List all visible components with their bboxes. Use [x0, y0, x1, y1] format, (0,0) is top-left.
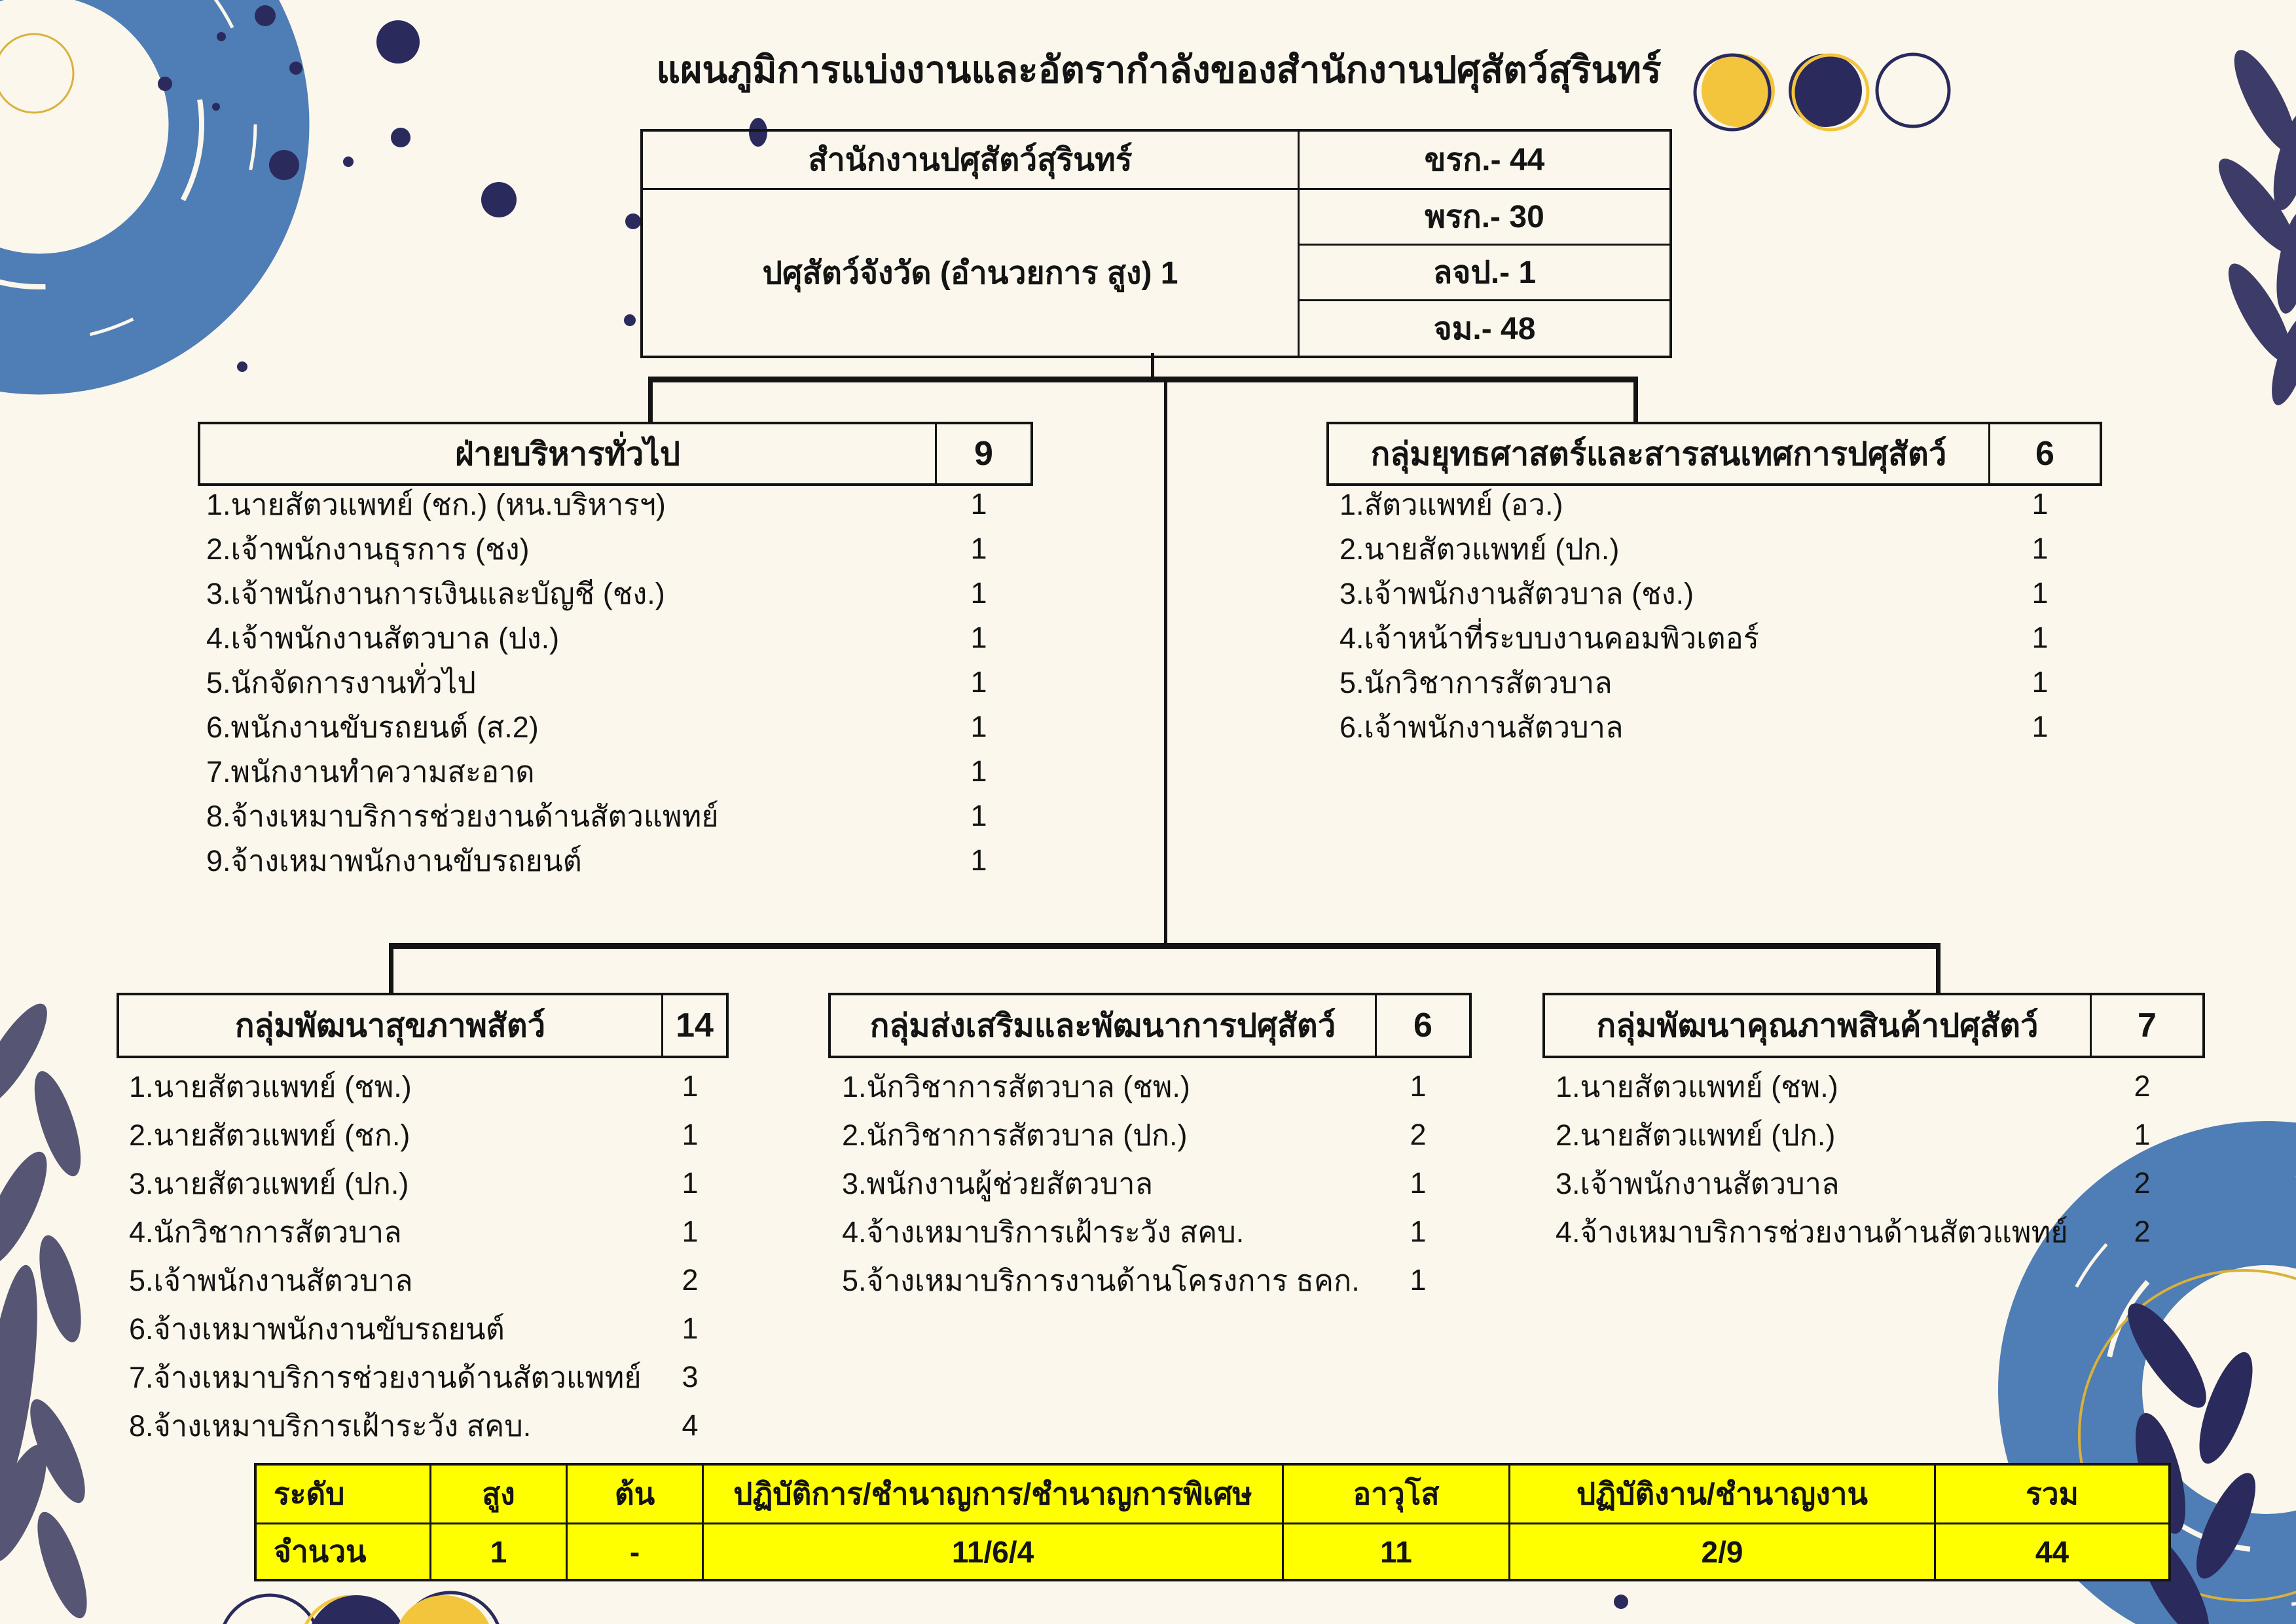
- unit-title: กลุ่มพัฒนาสุขภาพสัตว์: [119, 995, 663, 1056]
- staff-row: [1556, 1111, 2200, 1159]
- staff-label: 6.จ้างเหมาพนักงานขับรถยนต์: [129, 1312, 505, 1346]
- connector-level3-horizontal: [389, 943, 1941, 949]
- staff-row: [1339, 660, 2097, 705]
- staff-count: 1: [682, 1215, 699, 1248]
- summary-header-cell: ปฏิบัติงาน/ชำนาญงาน: [1508, 1466, 1934, 1522]
- staff-label: 4.จ้างเหมาบริการเฝ้าระวัง สคบ.: [842, 1215, 1245, 1249]
- summary-value-cell: จำนวน: [257, 1522, 429, 1579]
- staff-list-product-quality: [1556, 1062, 2200, 1256]
- staff-count: 1: [970, 487, 987, 521]
- staff-row: [129, 1353, 723, 1401]
- staff-row: [1339, 616, 2097, 660]
- summary-value-cell: 44: [1934, 1522, 2168, 1579]
- staff-label: 5.นักจัดการงานทั่วไป: [206, 666, 476, 699]
- summary-value-cell: 11/6/4: [702, 1522, 1282, 1579]
- staff-row: [1339, 482, 2097, 526]
- staff-count: 1: [1410, 1263, 1427, 1297]
- connector-level3-left-drop: [389, 943, 393, 995]
- org-box-general-admin: [198, 422, 1033, 486]
- staff-label: 8.จ้างเหมาบริการช่วยงานด้านสัตวแพทย์: [206, 800, 719, 833]
- unit-title: กลุ่มพัฒนาคุณภาพสินค้าปศุสัตว์: [1545, 995, 2092, 1056]
- staff-label: 5.นักวิชาการสัตวบาล: [1339, 666, 1613, 699]
- staff-row: [1556, 1159, 2200, 1208]
- staff-label: 5.จ้างเหมาบริการงานด้านโครงการ ธคก.: [842, 1264, 1360, 1297]
- staff-count: 1: [2032, 710, 2049, 743]
- staff-count: 2: [2134, 1215, 2151, 1248]
- connector-level2-left-drop: [648, 377, 653, 424]
- staff-label: 2.นายสัตวแพทย์ (ปก.): [1339, 532, 1620, 566]
- staff-label: 7.จ้างเหมาบริการช่วยงานด้านสัตวแพทย์: [129, 1361, 642, 1394]
- staff-row: [206, 838, 1028, 883]
- staff-count: 1: [682, 1069, 699, 1103]
- staff-label: 3.พนักงานผู้ช่วยสัตวบาล: [842, 1167, 1154, 1200]
- connector-level2-horizontal: [648, 377, 1638, 382]
- staff-count: 1: [682, 1166, 699, 1200]
- staff-count: 2: [2134, 1069, 2151, 1103]
- staff-list-strategy-information: [1339, 482, 2097, 749]
- org-box-root: [640, 129, 1672, 358]
- stat-gov-employees: พรก.- 30: [1298, 188, 1669, 244]
- staff-count: 1: [1410, 1166, 1427, 1200]
- staff-row: [129, 1159, 723, 1208]
- staff-count: 1: [970, 710, 987, 743]
- summary-value-cell: -: [566, 1522, 702, 1579]
- staff-count: 1: [970, 754, 987, 788]
- staff-label: 1.นายสัตวแพทย์ (ชพ.): [129, 1070, 412, 1103]
- staff-label: 1.สัตวแพทย์ (อว.): [1339, 488, 1563, 521]
- summary-header-cell: สูง: [429, 1466, 566, 1522]
- staff-label: 2.เจ้าพนักงานธุรการ (ชง): [206, 532, 530, 566]
- staff-count: 1: [2134, 1118, 2151, 1151]
- outline-circle-icon: [220, 1595, 319, 1624]
- summary-value-cell: 11: [1282, 1522, 1508, 1579]
- summary-header-cell: ต้น: [566, 1466, 702, 1522]
- page-title: แผนภูมิการแบ่งงานและอัตรากำลังของสำนักงานปศุสัตว์สุรินทร์: [656, 49, 1662, 91]
- staff-label: 5.เจ้าพนักงานสัตวบาล: [129, 1264, 413, 1297]
- staff-row: [206, 705, 1028, 749]
- connector-level3-right-drop: [1936, 943, 1941, 995]
- stat-hired-workers: จม.- 48: [1298, 299, 1669, 356]
- org-box-animal-health: [117, 993, 729, 1058]
- office-name: สำนักงานปศุสัตว์สุรินทร์: [808, 143, 1133, 177]
- summary-header-cell: ระดับ: [274, 1477, 345, 1511]
- staff-label: 1.นายสัตวแพทย์ (ชพ.): [1556, 1070, 1838, 1103]
- staff-label: 2.นายสัตวแพทย์ (ปก.): [1556, 1118, 1836, 1152]
- unit-title: กลุ่มยุทธศาสตร์และสารสนเทศการปศุสัตว์: [1329, 424, 1990, 483]
- staff-label: 2.นายสัตวแพทย์ (ชก.): [129, 1118, 410, 1152]
- staff-row: [206, 660, 1028, 705]
- head-position: ปศุสัตว์จังวัด (อำนวยการ สูง) 1: [643, 188, 1298, 356]
- staff-count: 3: [682, 1360, 699, 1393]
- staff-count: 4: [682, 1409, 699, 1442]
- circle-trio-bottom-left-icon: [220, 1593, 501, 1624]
- staff-label: 8.จ้างเหมาบริการเฝ้าระวัง สคบ.: [129, 1409, 532, 1443]
- summary-value-cell: 1: [429, 1522, 566, 1579]
- staff-label: 4.เจ้าพนักงานสัตวบาล (ปง.): [206, 621, 560, 655]
- staff-label: 6.เจ้าพนักงานสัตวบาล: [1339, 710, 1624, 744]
- leaf-cluster-top-right-icon: [2208, 43, 2296, 409]
- staff-count: 1: [2032, 532, 2049, 565]
- unit-title: กลุ่มส่งเสริมและพัฒนาการปศุสัตว์: [831, 995, 1377, 1056]
- staff-label: 3.เจ้าพนักงานสัตวบาล (ชง.): [1339, 577, 1694, 610]
- staff-row: [1339, 526, 2097, 571]
- staff-count: 1: [682, 1312, 699, 1345]
- staff-label: 3.เจ้าพนักงานสัตวบาล: [1556, 1167, 1840, 1200]
- summary-header-cell: รวม: [1934, 1466, 2168, 1522]
- staff-count: 1: [2032, 487, 2049, 521]
- unit-count: 7: [2138, 1006, 2157, 1044]
- staff-row: [1339, 705, 2097, 749]
- staff-row: [842, 1111, 1467, 1159]
- staff-list-animal-health: [129, 1062, 723, 1450]
- staff-count: 1: [1410, 1069, 1427, 1103]
- staff-row: [842, 1208, 1467, 1256]
- yellow-circle-icon: [1702, 54, 1775, 127]
- connector-level2-right-drop: [1633, 377, 1638, 424]
- staff-row: [206, 482, 1028, 526]
- staff-label: 4.จ้างเหมาบริการช่วยงานด้านสัตวแพทย์: [1556, 1215, 2068, 1249]
- staff-count: 1: [970, 576, 987, 610]
- staff-count: 2: [2134, 1166, 2151, 1200]
- connector-center-stem: [1164, 382, 1167, 946]
- staff-count: 1: [970, 621, 987, 654]
- staff-count: 2: [682, 1263, 699, 1297]
- staff-row: [842, 1062, 1467, 1111]
- staff-row: [129, 1062, 723, 1111]
- summary-header-cell: ปฏิบัติการ/ชำนาญการ/ชำนาญการพิเศษ: [702, 1466, 1282, 1522]
- leaf-cluster-left-icon: [0, 995, 97, 1624]
- staff-count: 1: [970, 532, 987, 565]
- staff-count: 1: [2032, 576, 2049, 610]
- staff-row: [842, 1159, 1467, 1208]
- staff-list-general-admin: [206, 482, 1028, 883]
- staff-label: 4.นักวิชาการสัตวบาล: [129, 1215, 402, 1249]
- staff-row: [1556, 1208, 2200, 1256]
- staff-label: 7.พนักงานทำความสะอาด: [206, 755, 535, 788]
- staff-row: [129, 1401, 723, 1450]
- staff-count: 1: [2032, 621, 2049, 654]
- staff-row: [206, 616, 1028, 660]
- staff-row: [206, 749, 1028, 794]
- staff-row: [206, 526, 1028, 571]
- staff-row: [129, 1304, 723, 1353]
- staff-row: [129, 1111, 723, 1159]
- unit-count: 6: [1413, 1006, 1432, 1044]
- staff-label: 2.นักวิชาการสัตวบาล (ปก.): [842, 1118, 1188, 1152]
- staff-count: 2: [1410, 1118, 1427, 1151]
- brush-circle-top-left-icon: [0, 0, 255, 341]
- staff-row: [129, 1256, 723, 1304]
- staff-count: 1: [682, 1118, 699, 1151]
- staff-label: 3.เจ้าพนักงานการเงินและบัญชี (ชง.): [206, 577, 665, 610]
- staff-count: 1: [1410, 1215, 1427, 1248]
- unit-count: 6: [2035, 435, 2054, 473]
- staff-label: 4.เจ้าหน้าที่ระบบงานคอมพิวเตอร์: [1339, 621, 1759, 655]
- org-box-strategy-information: [1326, 422, 2102, 486]
- staff-count: 1: [970, 799, 987, 832]
- staff-list-livestock-promotion: [842, 1062, 1467, 1304]
- circle-trio-top-right-icon: [1695, 54, 1949, 130]
- outline-circle-icon: [1877, 54, 1949, 126]
- staff-row: [1556, 1062, 2200, 1111]
- unit-title: ฝ่ายบริหารทั่วไป: [200, 424, 937, 483]
- staff-count: 1: [970, 843, 987, 877]
- staff-row: [206, 794, 1028, 838]
- unit-count: 14: [676, 1006, 714, 1044]
- staff-count: 1: [970, 665, 987, 699]
- staff-row: [129, 1208, 723, 1256]
- staff-label: 9.จ้างเหมาพนักงานขับรถยนต์: [206, 844, 582, 877]
- staff-label: 6.พนักงานขับรถยนต์ (ส.2): [206, 710, 539, 744]
- staff-label: 3.นายสัตวแพทย์ (ปก.): [129, 1167, 409, 1200]
- stat-permanent-employees: ลจป.- 1: [1298, 244, 1669, 299]
- staff-row: [842, 1256, 1467, 1304]
- position-level-summary-table: [254, 1463, 2171, 1581]
- staff-row: [206, 571, 1028, 616]
- summary-header-cell: อาวุโส: [1282, 1466, 1508, 1522]
- org-box-product-quality: [1542, 993, 2205, 1058]
- staff-label: 1.นายสัตวแพทย์ (ชก.) (หน.บริหารฯ): [206, 488, 666, 521]
- staff-row: [1339, 571, 2097, 616]
- summary-value-cell: 2/9: [1508, 1522, 1934, 1579]
- org-box-livestock-promotion: [828, 993, 1472, 1058]
- unit-count: 9: [974, 435, 993, 473]
- stat-civil-servants: ขรก.- 44: [1298, 132, 1669, 188]
- yellow-ring-top-left-icon: [0, 34, 73, 113]
- staff-count: 1: [2032, 665, 2049, 699]
- staff-label: 1.นักวิชาการสัตวบาล (ชพ.): [842, 1070, 1190, 1103]
- navy-circle-icon: [307, 1595, 407, 1624]
